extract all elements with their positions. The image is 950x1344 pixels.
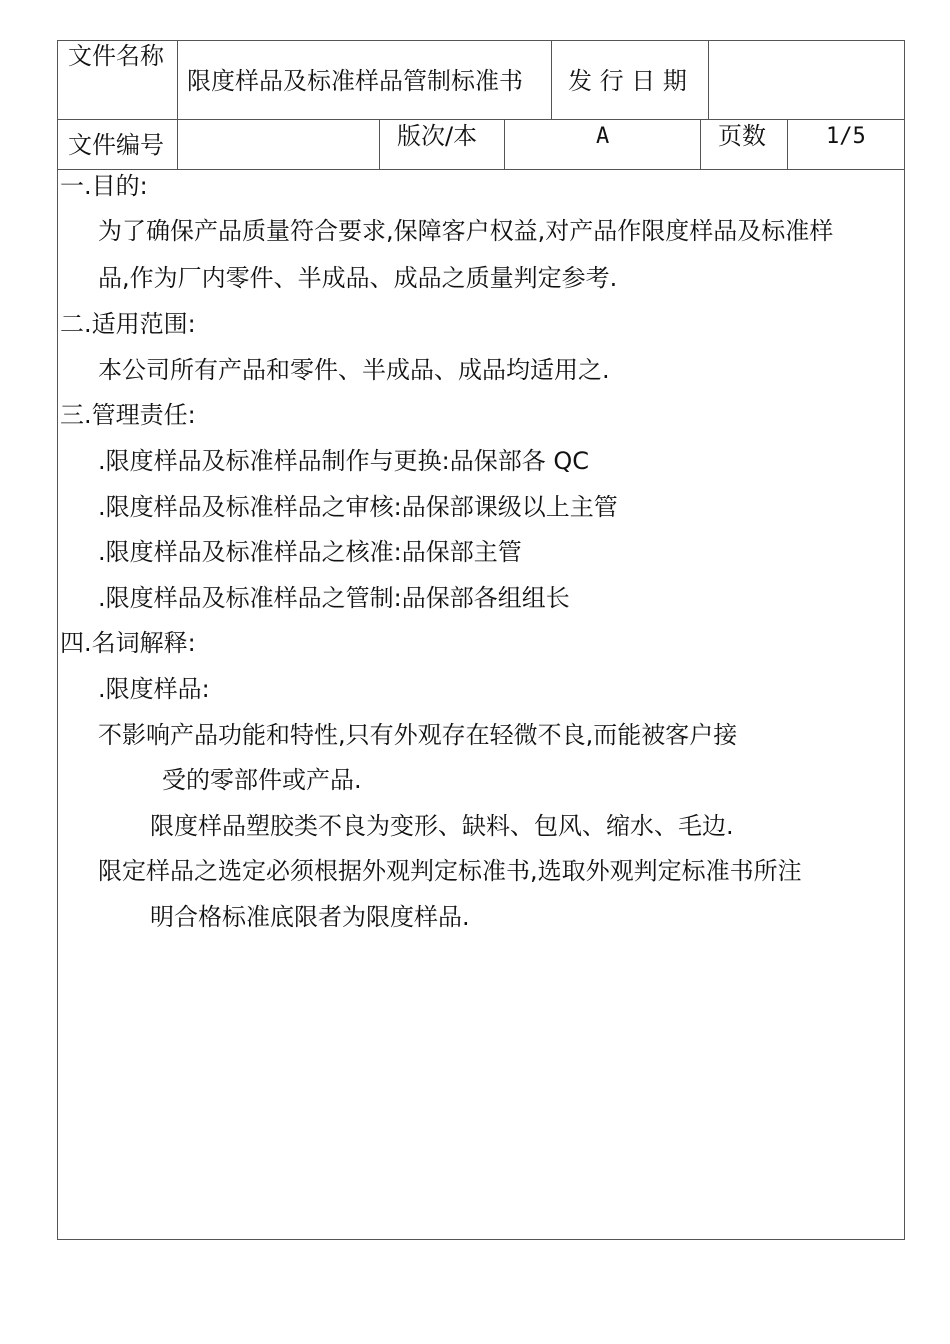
section-2-title: 二.适用范围:	[60, 310, 196, 338]
section-4-paragraph-line-5: 明合格标准底限者为限度样品.	[150, 903, 470, 931]
issue-date-label: 发 行 日 期	[568, 67, 687, 95]
section-1-paragraph-line-2: 品,作为厂内零件、半成品、成品之质量判定参考.	[98, 264, 618, 292]
page-value: 1/5	[826, 124, 866, 149]
file-name-label: 文件名称	[68, 42, 164, 70]
section-4-paragraph-line-1: 不影响产品功能和特性,只有外观存在轻微不良,而能被客户接	[98, 721, 738, 749]
section-3-title: 三.管理责任:	[60, 401, 196, 429]
version-label: 版次/本	[397, 122, 478, 150]
page-label-divider-right	[787, 120, 788, 170]
section-3-item-1: .限度样品及标准样品制作与更换:品保部各 QC	[98, 447, 589, 475]
date-column-divider	[708, 40, 709, 120]
section-1-title: 一.目的:	[60, 172, 148, 200]
section-4-title: 四.名词解释:	[60, 629, 196, 657]
section-4-paragraph-line-4: 限定样品之选定必须根据外观判定标准书,选取外观判定标准书所注	[98, 857, 802, 885]
section-4-paragraph-line-2: 受的零部件或产品.	[162, 766, 362, 794]
section-1-paragraph-line-1: 为了确保产品质量符合要求,保障客户权益,对产品作限度样品及标准样	[98, 217, 834, 245]
file-no-label: 文件编号	[68, 131, 164, 159]
page-label-divider-left	[700, 120, 701, 170]
page-label: 页数	[718, 122, 766, 150]
version-label-divider-left	[379, 120, 380, 170]
version-label-divider-right	[504, 120, 505, 170]
label-column-divider	[177, 40, 178, 170]
section-3-item-4: .限度样品及标准样品之管制:品保部各组组长	[98, 584, 570, 612]
version-value: A	[596, 124, 610, 149]
header-divider	[57, 119, 905, 120]
section-2-paragraph: 本公司所有产品和零件、半成品、成品均适用之.	[98, 356, 610, 384]
file-name-value: 限度样品及标准样品管制标准书	[187, 67, 523, 95]
section-4-paragraph-line-3: 限度样品塑胶类不良为变形、缺料、包风、缩水、毛边.	[150, 812, 734, 840]
section-4-item-1: .限度样品:	[98, 675, 210, 703]
section-3-item-3: .限度样品及标准样品之核准:品保部主管	[98, 538, 522, 566]
header-bottom-line	[57, 169, 905, 170]
section-3-item-2: .限度样品及标准样品之审核:品保部课级以上主管	[98, 493, 618, 521]
title-column-divider	[551, 40, 552, 120]
